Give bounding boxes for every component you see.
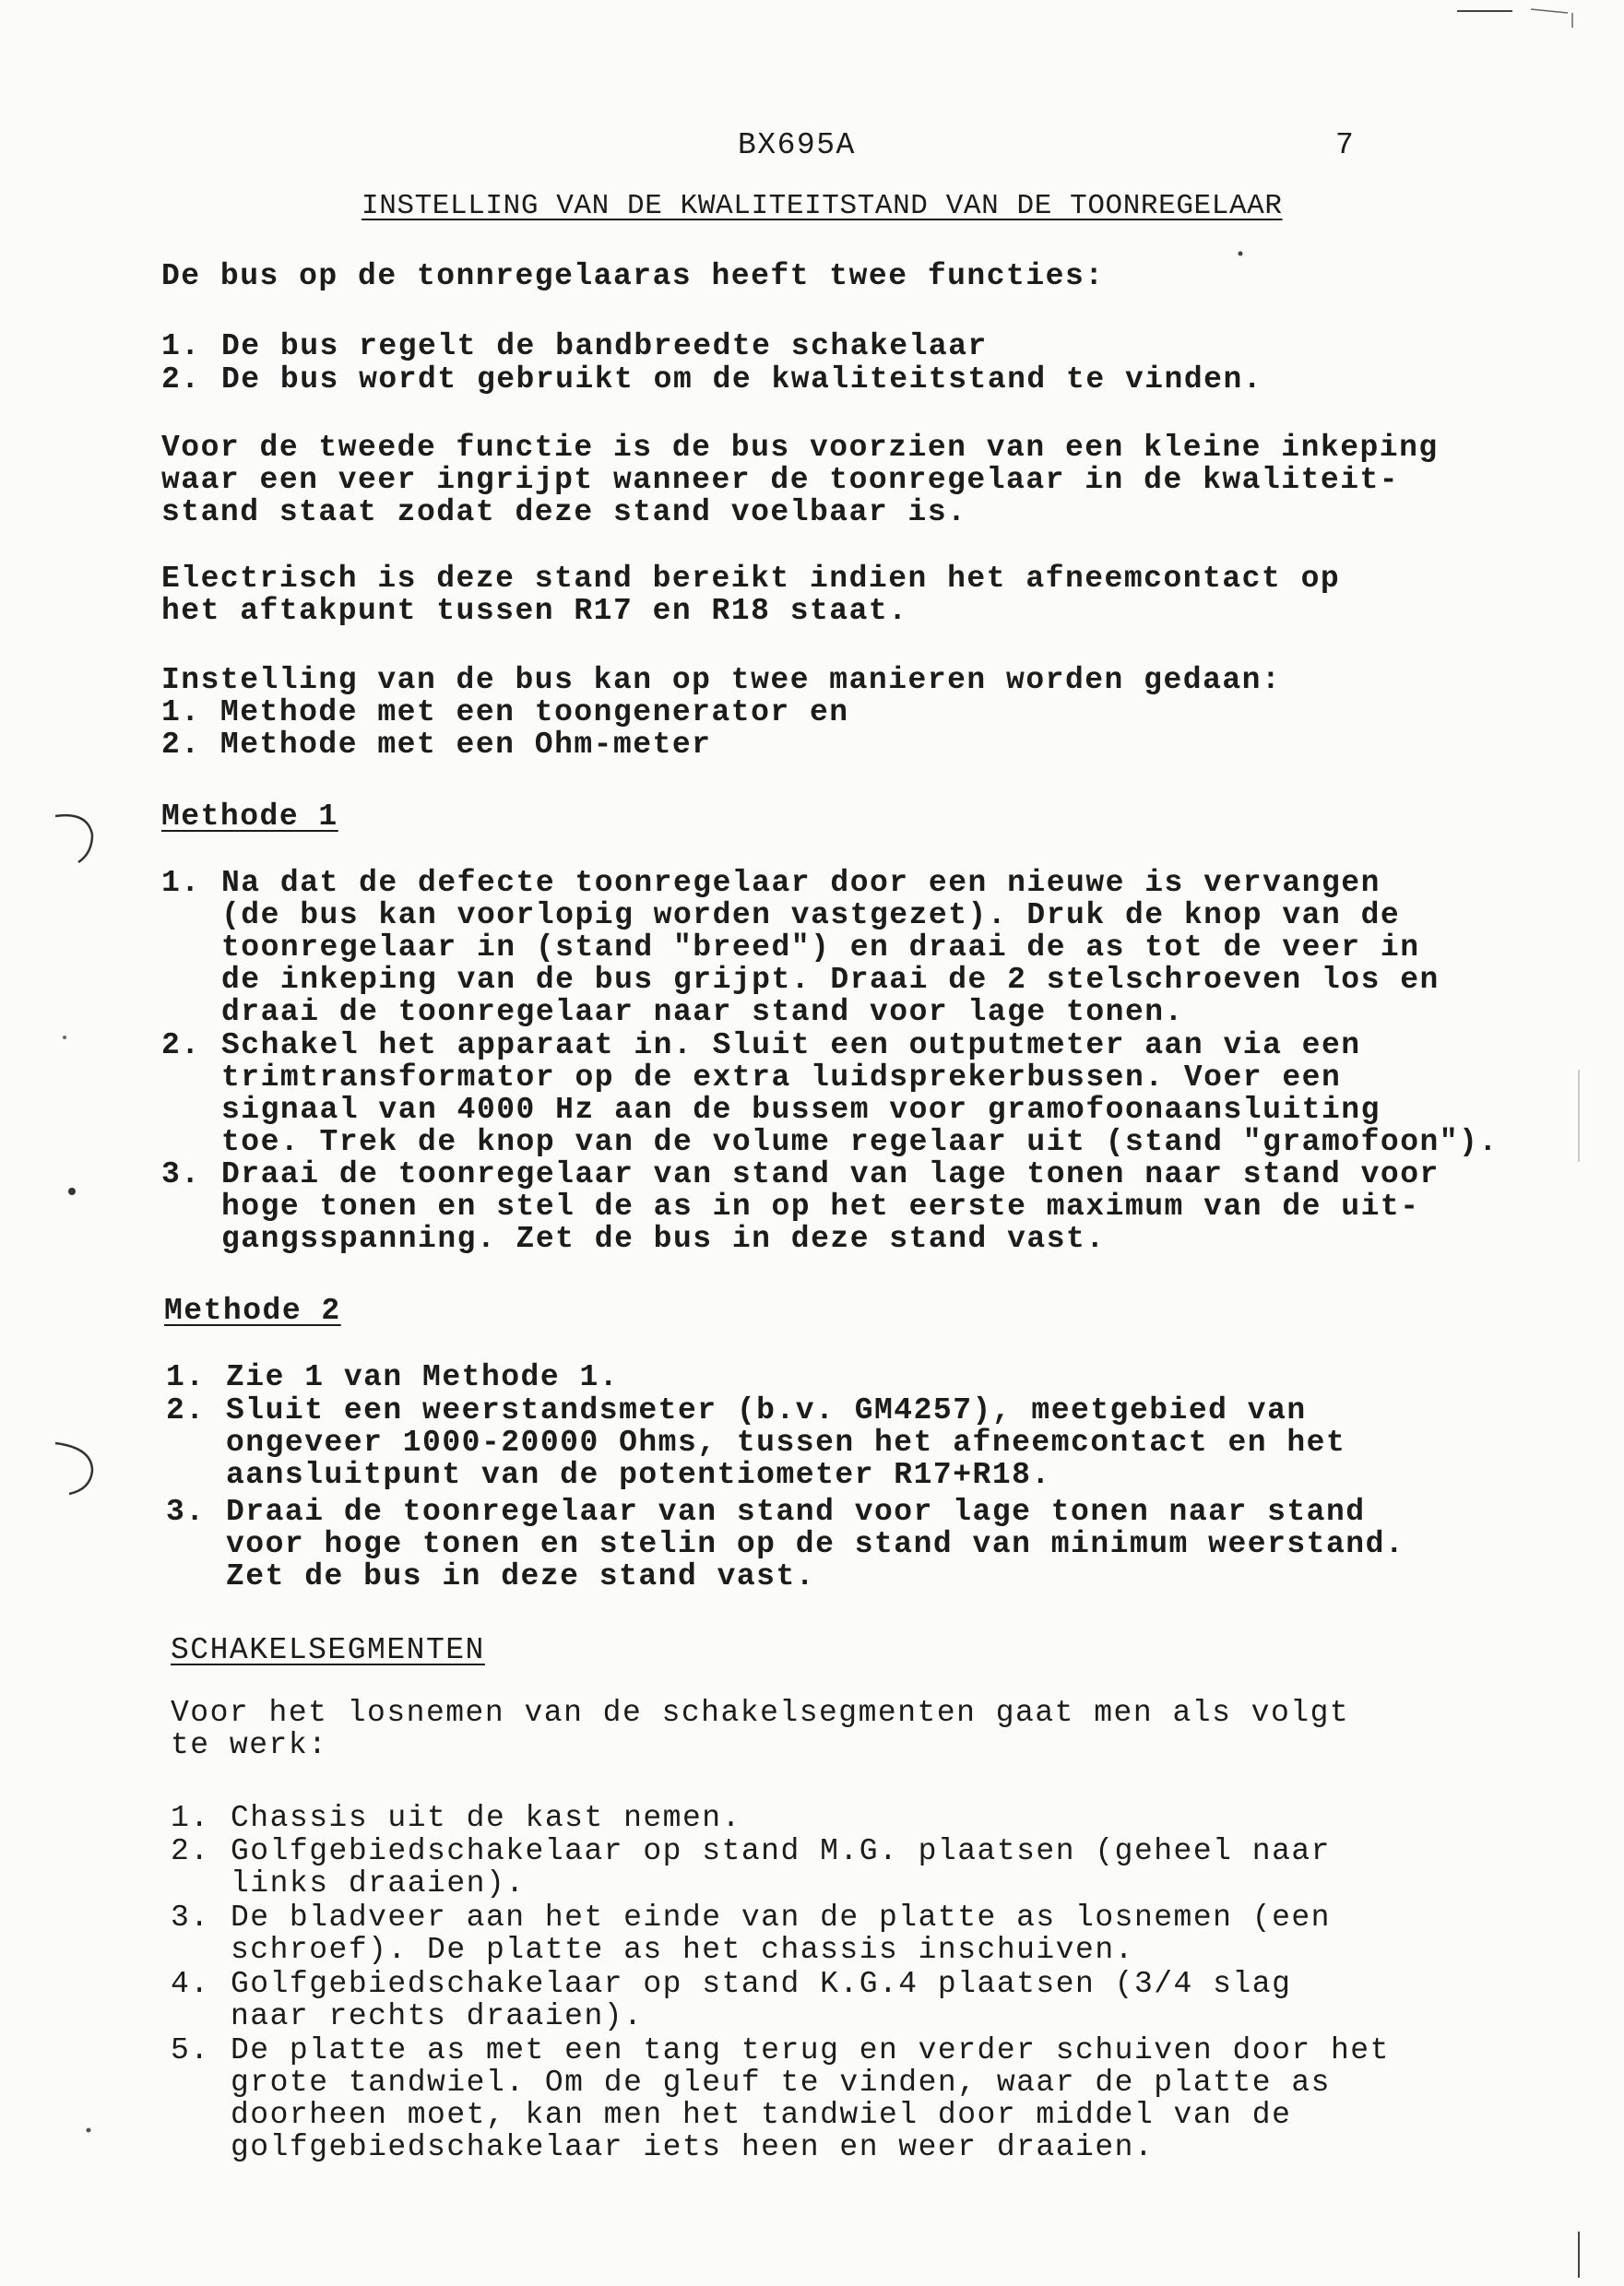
text-line: draai de toonregelaar naar stand voor lage tonen. — [221, 995, 1184, 1029]
edge-mark — [1531, 9, 1568, 13]
text-line: Chassis uit de kast nemen. — [231, 1801, 741, 1835]
text-line: Schakel het apparaat in. Sluit een outputmeter aan via een — [221, 1028, 1361, 1062]
text-line: trimtransformator op de extra luidsprekerbussen. Voer een — [221, 1060, 1342, 1095]
text-line: links draaien). — [231, 1866, 526, 1901]
text-line: Golfgebiedschakelaar op stand M.G. plaatsen (geheel naar — [231, 1834, 1331, 1868]
text-line: Golfgebiedschakelaar op stand K.G.4 plaatsen (3/4 slag — [231, 1967, 1292, 2001]
list-number: 3. — [161, 1157, 201, 1191]
text-line: te werk: — [171, 1728, 328, 1762]
text-line: signaal van 4000 Hz aan de bussem voor gramofoonaansluiting — [221, 1093, 1381, 1127]
text-line: Zet de bus in deze stand vast. — [226, 1559, 816, 1593]
list-number: 2. — [161, 362, 201, 397]
text-line: Electrisch is deze stand bereikt indien het afneemcontact op — [161, 562, 1341, 596]
list-number: 1. — [166, 1360, 206, 1394]
list-text: De bus wordt gebruikt om de kwaliteitstand te vinden. — [221, 362, 1263, 397]
text-line: toonregelaar in (stand "breed") en draai de as tot de veer in — [221, 930, 1420, 965]
page-number: 7 — [1335, 128, 1356, 162]
text-line: Sluit een weerstandsmeter (b.v. GM4257), meetgebied van — [226, 1393, 1307, 1427]
text-line: stand staat zodat deze stand voelbaar is. — [161, 495, 967, 529]
text-line: De bladveer aan het einde van de platte as losnemen (een — [231, 1901, 1331, 1935]
section-heading-segments: SCHAKELSEGMENTEN — [171, 1633, 485, 1667]
list-number: 1. — [161, 329, 201, 363]
list-number: 3. — [171, 1901, 210, 1935]
list-number: 2. — [171, 1834, 210, 1868]
text-line: waar een veer ingrijpt wanneer de toonregelaar in de kwaliteit- — [161, 463, 1400, 497]
text-line: de inkeping van de bus grijpt. Draai de 2 stelschroeven los en — [221, 963, 1440, 997]
text-line: Instelling van de bus kan op twee manieren worden gedaan: — [161, 663, 1282, 697]
text-line: ongeveer 1000-20000 Ohms, tussen het afneemcontact en het — [226, 1426, 1346, 1460]
speck — [63, 1036, 66, 1039]
text-line: schroef). De platte as het chassis inschuiven. — [231, 1933, 1134, 1967]
text-line: Voor de tweede functie is de bus voorzien van een kleine inkeping — [161, 431, 1439, 465]
text-line: voor hoge tonen en stelin op de stand van minimum weerstand. — [226, 1527, 1405, 1561]
text-line: gangsspanning. Zet de bus in deze stand vast. — [221, 1222, 1106, 1256]
text-line: 2. Methode met een Ohm-meter — [161, 728, 712, 762]
list-number: 5. — [171, 2033, 210, 2067]
text-line: (de bus kan voorlopig worden vastgezet). Druk de knop van de — [221, 898, 1401, 932]
text-line: Na dat de defecte toonregelaar door een nieuwe is vervangen — [221, 866, 1381, 900]
page-title: INSTELLING VAN DE KWALITEITSTAND VAN DE TOONREGELAAR — [362, 190, 1283, 222]
text-line: het aftakpunt tussen R17 en R18 staat. — [161, 594, 908, 628]
text-line: Zie 1 van Methode 1. — [226, 1360, 620, 1394]
list-text: De bus regelt de bandbreedte schakelaar — [221, 329, 988, 363]
list-number: 2. — [161, 1028, 201, 1062]
list-number: 3. — [166, 1495, 206, 1529]
text-line: aansluitpunt van de potentiometer R17+R18. — [226, 1458, 1051, 1492]
text-line: naar rechts draaien). — [231, 1999, 644, 2033]
text-line: Voor het losnemen van de schakelsegmenten gaat men als volgt — [171, 1696, 1350, 1730]
intro-text: De bus op de tonnregelaaras heeft twee functies: — [161, 259, 1105, 293]
speck — [1239, 252, 1243, 256]
list-number: 1. — [161, 866, 201, 900]
binder-hole-mark — [55, 1443, 92, 1494]
section-heading-method2: Methode 2 — [164, 1294, 341, 1328]
binder-hole-mark — [55, 815, 92, 862]
text-line: golfgebiedschakelaar iets heen en weer draaien. — [231, 2130, 1155, 2164]
text-line: toe. Trek de knop van de volume regelaar uit (stand "gramofoon"). — [221, 1125, 1499, 1159]
list-number: 4. — [171, 1967, 210, 2001]
speck — [68, 1188, 76, 1195]
list-number: 2. — [166, 1393, 206, 1427]
text-line: 1. Methode met een toongenerator en — [161, 695, 849, 729]
document-code: BX695A — [738, 128, 856, 162]
text-line: Draai de toonregelaar van stand van lage tonen naar stand voor — [221, 1157, 1440, 1191]
text-line: De platte as met een tang terug en verder schuiven door het — [231, 2033, 1390, 2067]
text-line: doorheen moet, kan men het tandwiel door middel van de — [231, 2098, 1292, 2132]
text-line: Draai de toonregelaar van stand voor lage tonen naar stand — [226, 1495, 1366, 1529]
text-line: grote tandwiel. Om de gleuf te vinden, waar de platte as — [231, 2066, 1331, 2100]
text-line: hoge tonen en stel de as in op het eerste maximum van de uit- — [221, 1190, 1420, 1224]
list-number: 1. — [171, 1801, 210, 1835]
speck — [87, 2128, 91, 2133]
section-heading-method1: Methode 1 — [161, 800, 338, 834]
